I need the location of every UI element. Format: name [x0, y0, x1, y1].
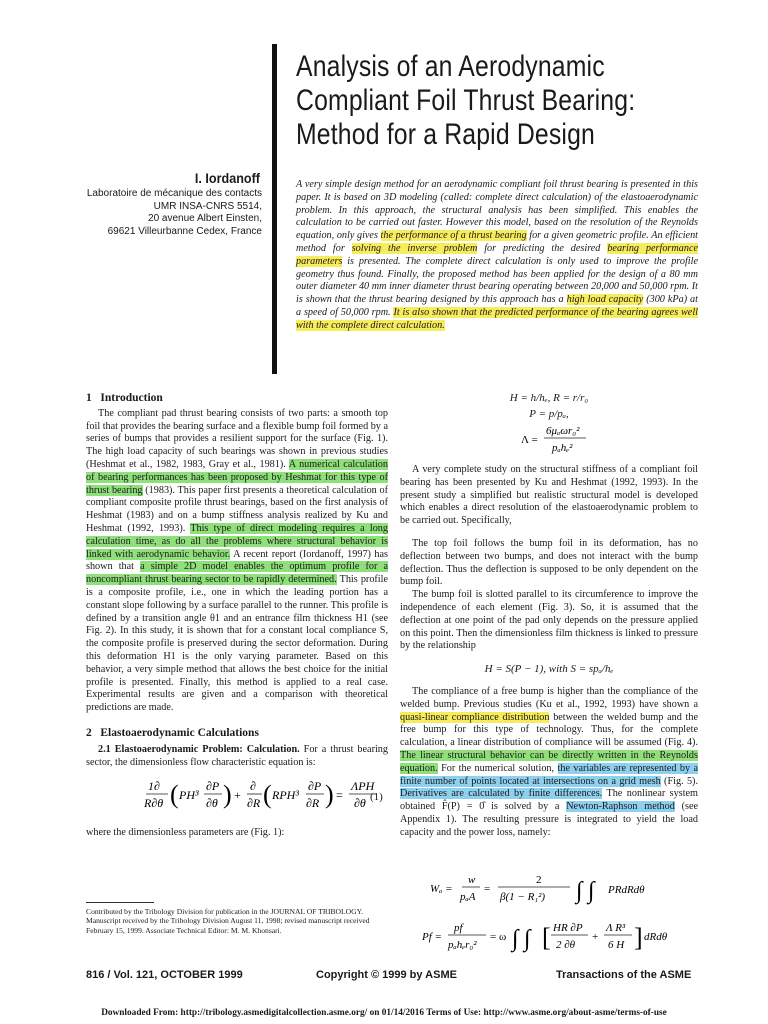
svg-text:∫: ∫ [512, 926, 519, 952]
abstract-text: (300 kPa) at a speed of 50,000 rpm. [296, 294, 698, 318]
highlight-blue[interactable]: Newton-Raphson method [566, 801, 675, 813]
footer-volume: 816 / Vol. 121, OCTOBER 1999 [86, 969, 243, 981]
svg-text:∫: ∫ [588, 878, 595, 904]
svg-text:w: w [468, 874, 476, 886]
svg-text:∂: ∂ [250, 779, 256, 794]
svg-text:∂θ: ∂θ [354, 796, 366, 811]
abstract-text: for predicting the desired [477, 242, 608, 254]
svg-text:+: + [234, 788, 241, 803]
svg-text:∂P: ∂P [308, 779, 322, 794]
body-paragraph [400, 686, 698, 840]
equation-p: P = p/pₐ, [529, 408, 569, 420]
svg-text:2: 2 [536, 874, 542, 886]
body-text: (see Appendix 1). The resulting pressure is integrated to yield the load capacity and the power loss, namely: [400, 801, 698, 838]
body-text: (Fig. 5). [660, 775, 698, 787]
left-column [86, 392, 388, 840]
subsection-paragraph [86, 744, 388, 770]
svg-text:∂R: ∂R [306, 796, 320, 811]
subsection-title: Elastoaerodynamic Problem: Calculation. [114, 743, 300, 755]
author-affiliation [50, 188, 262, 238]
highlight-yellow[interactable]: It is also shown that the predicted performance of the bearing agrees well with the complete direct calculation. [296, 306, 698, 331]
body-paragraph: The bump foil is slotted parallel to its circumference to improve the independence of each element (Fig. 3). So, it is assumed that the deflection at one point of the pad only depends on the pressure applied on this point. Then the dimensionless film thickness is linked to pressure by the relationship [400, 589, 698, 652]
svg-text:pₐA: pₐA [460, 891, 476, 903]
highlight-green[interactable]: a simple 2D model enables the optimum profile for a noncompliant thrust bearing sector to be rapidly determined. [86, 561, 388, 586]
right-column [400, 392, 698, 840]
right-body [400, 464, 698, 840]
body-text: This profile is a composite profile, i.e., one in which the leading portion has a constant slope following by a surface parallel to the runner. This profile is defined by a transition angle θ1 and an entrance film thickness H1 (see Fig. 2). In this study, it is shown that for a constant local compliance S, the composite profile is preserved during the sector deformation. During this deformation H1 is the only varying parameter. Based on this behavior, a very simple method that allows the best choice for the initial profile is presented. Finally, this method is applied to a real case. Experimental results are given and a comparison with theoretical predictions are made. [86, 574, 388, 714]
svg-text:6 H: 6 H [608, 939, 625, 951]
section-number: 2 [86, 726, 92, 739]
highlight-blue[interactable]: Derivatives are calculated by finite differences. [400, 788, 603, 800]
svg-text:HR ∂P: HR ∂P [553, 922, 583, 934]
svg-text:β(1 − R₁²): β(1 − R₁²) [500, 891, 546, 903]
svg-text:dRdθ: dRdθ [644, 931, 668, 943]
svg-text:=: = [484, 883, 491, 895]
body-text: (1983). This paper first presents a theoretical calculation of compliant composite profile thrust bearings, based on the first analysis of Heshmat (1983) and on a bump stiffness analysis realized by Ku and Heshmat (1992, 1993). [86, 484, 388, 534]
section-title: Elastoaerodynamic Calculations [100, 726, 259, 739]
svg-text:+: + [592, 931, 599, 943]
equation-number: (1) [370, 791, 383, 804]
footer-copyright: Copyright © 1999 by ASME [316, 969, 457, 981]
svg-text:(: ( [170, 780, 179, 810]
svg-text:∂R: ∂R [247, 796, 261, 811]
intro-paragraph [86, 408, 388, 715]
download-notice[interactable]: Downloaded From: http://tribology.asmedigitalcollection.asme.org/ on 01/14/2016 Terms of Use: http://www.asme.org/about-asme/terms-of-use [101, 1008, 667, 1018]
svg-text:pf: pf [454, 922, 463, 934]
equation-lambda [400, 420, 698, 458]
svg-text:PRdRdθ: PRdRdθ [608, 884, 645, 896]
body-paragraph: The top foil follows the bump foil in its deformation, has no deflection between two bumps, and does not interact with the bump deflection. Thus the deflection is supposed to be only dependent on the bump foil. [400, 537, 698, 588]
reynolds-equation-graphic [86, 771, 388, 819]
paper-title [296, 50, 649, 152]
footnote: Contributed by the Tribology Division for publication in the JOURNAL OF TRIBOLOGY. Manuscript received by the Tribology Division August 11, 1998; revised manuscript received February 15, 1999. Associate Technical Editor: M. M. Khonsari. [86, 907, 370, 935]
author-name: I. Iordanoff [194, 170, 260, 186]
svg-text:): ) [325, 780, 334, 810]
title-line-3: Method for a Rapid Design [296, 118, 595, 151]
svg-text:]: ] [634, 923, 643, 952]
highlight-yellow[interactable]: the performance of a thrust bearing [380, 230, 527, 242]
abstract-text: for a given geometric profile. An efficient method for [296, 230, 699, 254]
section-heading-intro [86, 392, 388, 405]
body-text: between the welded bump and the free bump for this type of technology. Thus, for the complete calculation, a linear distribution of compliance will be assumed (Fig. 4). [400, 711, 698, 749]
svg-text:= ω: = ω [490, 931, 507, 943]
svg-text:RPH³: RPH³ [272, 788, 299, 803]
svg-text:PH³: PH³ [179, 788, 199, 803]
abstract [296, 179, 698, 333]
svg-text:1∂: 1∂ [148, 779, 160, 794]
svg-text:R∂θ: R∂θ [144, 796, 164, 811]
body-text: where the dimensionless parameters are (Fig. 1): [86, 827, 285, 839]
svg-text:(: ( [263, 780, 272, 810]
section-title: Introduction [100, 392, 163, 404]
highlight-green[interactable]: This type of direct modeling requires a long calculation time, as do all the problems where structural behavior is linked with aerodynamic behavior. [86, 522, 388, 560]
svg-text:ΛPH: ΛPH [351, 779, 375, 794]
reynolds-equation [86, 771, 388, 819]
affiliation-line: UMR INSA-CNRS 5514, [153, 200, 262, 212]
subsection-number: 2.1 [98, 743, 111, 755]
highlight-yellow[interactable]: bearing performance parameters [296, 242, 698, 267]
svg-text:Λ R³: Λ R³ [606, 922, 626, 934]
svg-text:Pf =: Pf = [422, 931, 442, 943]
equation-compliance: H = S(P − 1), with S = spₐ/hₑ [484, 663, 614, 676]
section-heading-elasto [86, 727, 388, 740]
svg-text:[: [ [542, 923, 551, 952]
section-number: 1 [86, 392, 92, 404]
svg-text:2 ∂θ: 2 ∂θ [556, 939, 576, 951]
affiliation-line: 20 avenue Albert Einsten, [148, 213, 262, 224]
body-text: A recent report (Iordanoff, 1997) has shown that [86, 548, 388, 573]
body-text: The compliance of a free bump is higher than the compliance of the welded bump. Previous studies (Ku et al., 1992, 1993) have shown a [400, 685, 698, 710]
svg-text:∂P: ∂P [206, 779, 220, 794]
abstract-text: A very simple design method for an aerodynamic compliant foil thrust bearing is presented in this paper. It is based on 3D modeling (called: complete direct calculation) of the elastoaerodynamic problem. In this approach, the structural analysis has been simplified. This enables the calculation to be carried out faster. However this model, based on the resolution of the Reynolds equation, only gives [296, 179, 698, 242]
svg-text:6μₐωr₀²: 6μₐωr₀² [546, 425, 580, 437]
svg-text:Wₐ =: Wₐ = [430, 883, 453, 895]
abstract-text: is presented. The complete direct calculation is only used to improve the profile geometry thus found. Finally, the proposed method has been applied for the design of a 80 mm outer diameter 40 mm inner diameter thrust bearing operating between 20,000 and 50,000 rpm. It is shown that the thrust bearing designed by this approach has a [296, 255, 698, 306]
svg-text:pₐhₑr₀²: pₐhₑr₀² [448, 939, 477, 951]
svg-text:∫: ∫ [576, 878, 583, 904]
title-line-2: Compliant Foil Thrust Bearing: [296, 84, 636, 117]
footer-journal: Transactions of the ASME [556, 969, 692, 981]
title-rule [272, 44, 277, 374]
body-text: The nonlinear system obtained F̂(P) = 0̂ is solved by a [400, 788, 698, 813]
footnote-rule [86, 902, 154, 903]
svg-text:∂θ: ∂θ [206, 796, 218, 811]
svg-text:): ) [223, 780, 232, 810]
highlight-blue[interactable]: the variables are represented by a finite number of points located at intersections on a grid mesh [400, 762, 698, 787]
load-power-equations [420, 866, 710, 962]
body-text: For the numerical solution, [437, 762, 558, 774]
svg-text:=: = [336, 788, 343, 803]
svg-text:pₐhₑ²: pₐhₑ² [552, 442, 573, 454]
affiliation-line: Laboratoire de mécanique des contacts [86, 188, 262, 199]
equation-h-r: H = h/hₑ, R = r/r₀ [509, 392, 589, 404]
svg-text:∫: ∫ [524, 926, 531, 952]
highlight-yellow[interactable]: quasi-linear compliance distribution [400, 711, 550, 723]
svg-text:Λ =: Λ = [521, 434, 538, 446]
body-text: The compliant pad thrust bearing consists of two parts: a smooth top foil that provides the bearing surface and a flexible bump foil formed by a series of bumps that provides a resilient support for the surface (Fig. 1). The high load capacity of such bearings was shown in previous studies (Heshmat et al., 1982, 1983, Gray et al., 1981). [86, 407, 388, 470]
highlight-yellow[interactable]: solving the inverse problem [351, 242, 478, 254]
highlight-green[interactable]: A numerical calculation of bearing performances has been proposed by Heshmat for this type of thrust bearing [86, 458, 388, 496]
highlight-yellow[interactable]: high load capacity [566, 294, 644, 306]
body-text: For a thrust bearing sector, the dimensionless flow characteristic equation is: [86, 743, 388, 768]
body-paragraph: A very complete study on the structural stiffness of a compliant foil bearing has been presented by Ku and Heshmat (1992, 1993). In the present study a simplified but realistic structural model is developed which enables a direct resolution of the elastoaerodynamic problem to be carried out. Specifically, [400, 464, 698, 527]
title-line-1: Analysis of an Aerodynamic [296, 50, 605, 83]
affiliation-line: 69621 Villeurbanne Cedex, France [107, 225, 262, 237]
highlight-green[interactable]: The linear structural behavior can be directly written in the Reynolds equation. [400, 749, 698, 774]
